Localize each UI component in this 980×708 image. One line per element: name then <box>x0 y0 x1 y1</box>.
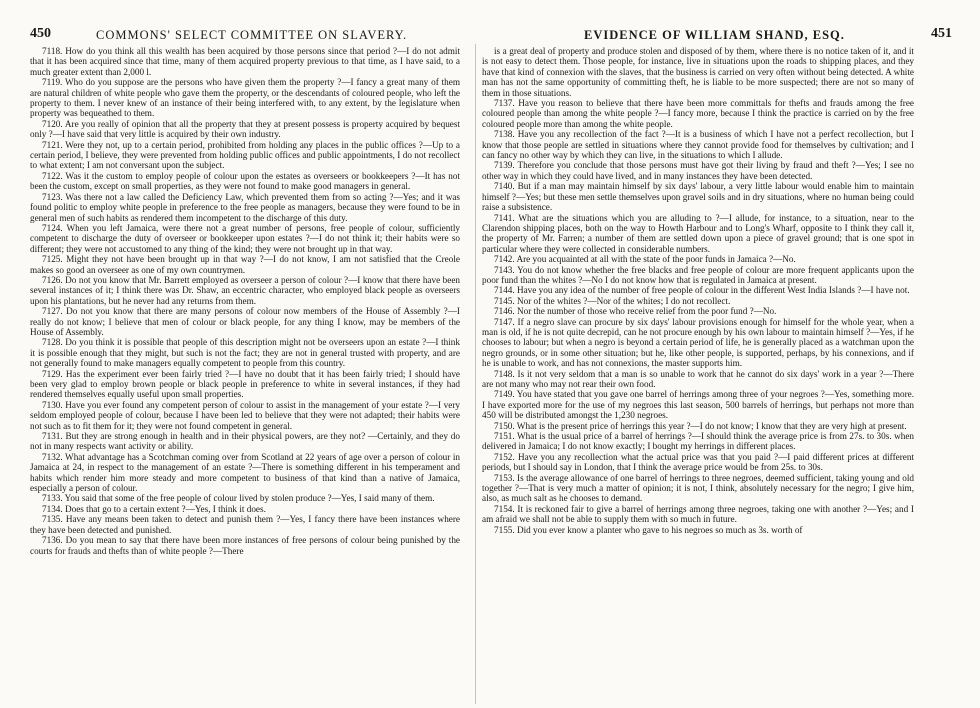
testimony-paragraph: 7146. Nor the number of those who receive relief from the poor fund ?—No. <box>494 306 777 317</box>
right-page-number: 451 <box>931 26 952 41</box>
testimony-paragraph: 7120. Are you really of opinion that all the property that they at present possess is property acquired by bequest only ?—I have said that very little is acquired by their own industry. <box>30 118 460 140</box>
gutter-divider <box>475 44 476 704</box>
right-column-text <box>482 46 914 706</box>
testimony-paragraph: 7133. You said that some of the free people of colour lived by stolen produce ?—Yes, I said many of them. <box>42 493 435 504</box>
testimony-paragraph: 7150. What is the present price of herrings this year ?—I do not know; I know that they are very high at present. <box>494 420 907 431</box>
testimony-paragraph: 7142. Are you acquainted at all with the state of the poor funds in Jamaica ?—No. <box>494 254 796 265</box>
testimony-paragraph: 7134. Does that go to a certain extent ?—Yes, I think it does. <box>42 503 266 514</box>
testimony-paragraph: 7122. Was it the custom to employ people of colour upon the estates as overseers or bookkeepers ?—It has not been the custom, except on small properties, as they were not found to make good managers in general. <box>30 170 460 192</box>
testimony-paragraph: 7129. Has the experiment ever been fairly tried ?—I have no doubt that it has been fairly tried; I should have been very glad to employ brown people or black people in preference to white in several instances, if they had rendered themselves equally useful upon small properties. <box>30 368 460 400</box>
testimony-paragraph: 7148. Is it not very seldom that a man is so unable to work that he cannot do six days' work in a year ?—There are not many who may not rear their own food. <box>482 368 914 389</box>
testimony-paragraph: 7141. What are the situations which you are alluding to ?—I allude, for instance, to a situation, near to the Clarendon shipping places, both on the way to Howth Harbour and to Long's Wharf, opposite to I think they call it, the property of Mr. Farren; a number of them are settled down upon a piece of gravel ground; that is one spot in particular where they were collected in considerable numbers. <box>482 212 914 254</box>
testimony-paragraph: 7125. Might they not have been brought up in that way ?—I do not know, I am not satisfied that the Creole makes so good an overseer as one of my own countrymen. <box>30 254 460 275</box>
testimony-paragraph: 7149. You have stated that you gave one barrel of herrings among three of your negroes ?—Yes, something more. I have exported more for the use of my negroes this last season, 500 barrels of herrings, but perhaps not more than 450 will be distributed amongst the 1,230 negroes. <box>482 389 914 421</box>
testimony-paragraph: 7132. What advantage has a Scotchman coming over from Scotland at 22 years of age over a person of colour in Jamaica at 24, in respect to the management of an estate ?—There is something different in his temperament and habits which render him more steady and more competent to business of that kind than a native of Jamaica, especially a person of colour. <box>30 451 460 494</box>
testimony-paragraph: 7128. Do you think it is possible that people of this description might not be overseers upon an estate ?—I think it is possible enough that they might, but such is not the fact; they are not in general trusted with property, and are not generally found to make managers equally competent to people from this country. <box>30 337 460 369</box>
left-running-title: COMMONS' SELECT COMMITTEE ON SLAVERY. <box>96 28 408 42</box>
testimony-paragraph: 7127. Do not you know that there are many persons of colour now members of the House of Assembly ?—I really do not know; I believe that men of colour or black people, for any thing I know, may be members of the House of Assembly. <box>30 306 460 337</box>
testimony-paragraph: 7131. But they are strong enough in health and in their physical powers, are they not? —Certainly, and they do not in many respects want activity or ability. <box>30 431 460 452</box>
page-header <box>0 0 980 40</box>
testimony-paragraph: 7119. Who do you suppose are the persons who have given them the property ?—I fancy a great many of them are natural children of white people who gave them the property, or the descendants of coloured people, who left the property to them. I never knew of an instance of their being interfered with, to any extent, by the legislature when property was bequeathed to them. <box>30 77 460 119</box>
testimony-paragraph: 7126. Do not you know that Mr. Barrett employed as overseer a person of colour ?—I know that there have been several instances of it; I think there was Dr. Shaw, an eccentric character, who employed black people as overseers upon his plantations, but he never had any returns from them. <box>30 274 460 306</box>
testimony-paragraph: 7124. When you left Jamaica, were there not a great number of persons, free people of colour, sufficiently competent to discharge the duty of overseer or bookkeeper upon estates ?—I do not think it; their habits were so different; they were not accustomed to any thing of the kind; they were not brought up in that way. <box>30 222 460 254</box>
testimony-paragraph: 7145. Nor of the whites ?—Nor of the whites; I do not recollect. <box>494 295 731 306</box>
testimony-paragraph: 7155. Did you ever know a planter who gave to his negroes so much as 3s. worth of <box>494 524 803 535</box>
testimony-paragraph: 7139. Therefore you conclude that those persons must have got their living by fraud and theft ?—Yes; I see no other way in which they could have lived, and in many instances they have been detected. <box>482 160 914 181</box>
left-column-text <box>30 46 460 706</box>
testimony-paragraph: 7151. What is the usual price of a barrel of herrings ?—I should think the average price is from 27s. to 30s. when delivered in Jamaica; I do not know exactly; I bought my herrings in different places. <box>482 431 914 452</box>
testimony-paragraph: 7138. Have you any recollection of the fact ?—It is a business of which I have not a perfect recollection, but I know that those people are settled in situations where they cannot provide food for themselves by cultivation; and I can fancy no other way by which they can live, in the situations to which I allude. <box>482 129 914 161</box>
testimony-paragraph: 7137. Have you reason to believe that there have been more committals for thefts and frauds among the free coloured people than among the white people ?—I fancy more, because I think the practice is carried on by the free coloured people more than among the white people. <box>482 98 914 129</box>
testimony-paragraph: 7152. Have you any recollection what the actual price was that you paid ?—I paid different prices at different periods, but I should say in London, that I think the average price would be from 25s. to 30s. <box>482 451 914 473</box>
testimony-paragraph: 7135. Have any means been taken to detect and punish them ?—Yes, I fancy there have been instances where they have been detected and punished. <box>30 514 460 535</box>
right-running-title: EVIDENCE OF WILLIAM SHAND, ESQ. <box>584 28 845 42</box>
testimony-paragraph: 7144. Have you any idea of the number of free people of colour in the different West India Islands ?—I have not. <box>494 285 910 296</box>
testimony-paragraph: 7154. It is reckoned fair to give a barrel of herrings among three negroes, taking one with another ?—Yes; and I am afraid we shall not be able to supply them with so much in future. <box>482 503 914 525</box>
testimony-paragraph: 7140. But if a man may maintain himself by six days' labour, a very little labour would enable him to maintain himself ?—Yes; but these men settle themselves upon gravel soils and in dry situations, where no human being could raise a subsistence. <box>482 181 914 213</box>
testimony-paragraph: 7130. Have you ever found any competent person of colour to assist in the management of your estate ?—I very seldom employed people of colour, because I have been led to believe that they were not adapted; their habits were not such as to fit them for it; they were not found competent in general. <box>30 399 460 431</box>
testimony-paragraph: 7153. Is the average allowance of one barrel of herrings to three negroes, deemed sufficient, taking young and old together ?—That is very much a matter of opinion; it is not, I think, absolutely necessary for the negro; I give him, also, as much salt as he chooses to demand. <box>482 472 914 504</box>
testimony-paragraph: 7123. Was there not a law called the Deficiency Law, which prevented them from so acting ?—Yes; and it was found politic to employ white people in preference to the free people as managers, because they were found to be in general men of such habits as rendered them incompetent to the discharge of this duty. <box>30 191 460 223</box>
testimony-paragraph: 7118. How do you think all this wealth has been acquired by those persons since that period ?—I do not admit that it has been acquired since that time, many of them acquired property previous to that time, as I have said, to a much greater extent than 2,000 l. <box>30 46 460 77</box>
testimony-paragraph: 7143. You do not know whether the free blacks and free people of colour are more frequent applicants upon the poor fund than the whites ?—No I do not know how that is regulated in Jamaica at present. <box>482 264 914 285</box>
left-page-number: 450 <box>30 26 51 41</box>
testimony-paragraph: 7136. Do you mean to say that there have been more instances of free persons of colour being punished by the courts for frauds and thefts than of white people ?—There <box>30 535 460 556</box>
testimony-paragraph: is a great deal of property and produce stolen and disposed of by them, where there is no notice taken of it, and it is not easy to detect them. Those people, for instance, live in situations upon the roads to shipping places, and they have that kind of connexion with the slaves, that the business is carried on very often without being detected. A white man has not the same opportunity of committing theft, he is liable to be more suspected; there are not so many of them in those situations. <box>482 46 914 98</box>
testimony-paragraph: 7147. If a negro slave can procure by six days' labour provisions enough for himself for the whole year, when a man is old, if he is not quite decrepid, can he not procure enough by his own labour to maintain himself ?—Yes, if he chooses to labour; but when a negro is beyond a certain period of life, he is generally placed as a watchman upon the negro grounds, or in some other situation; but he, like other people, is supported, perhaps, by his connexions, and if he is unable to work, and has not connexions, the master supports him. <box>482 316 914 369</box>
testimony-paragraph: 7121. Were they not, up to a certain period, prohibited from holding any places in the public offices ?—Up to a certain period, I believe, they were prevented from holding public offices and public appointments, I do not recollect to what extent; I am not conversant upon the subject. <box>30 139 460 171</box>
